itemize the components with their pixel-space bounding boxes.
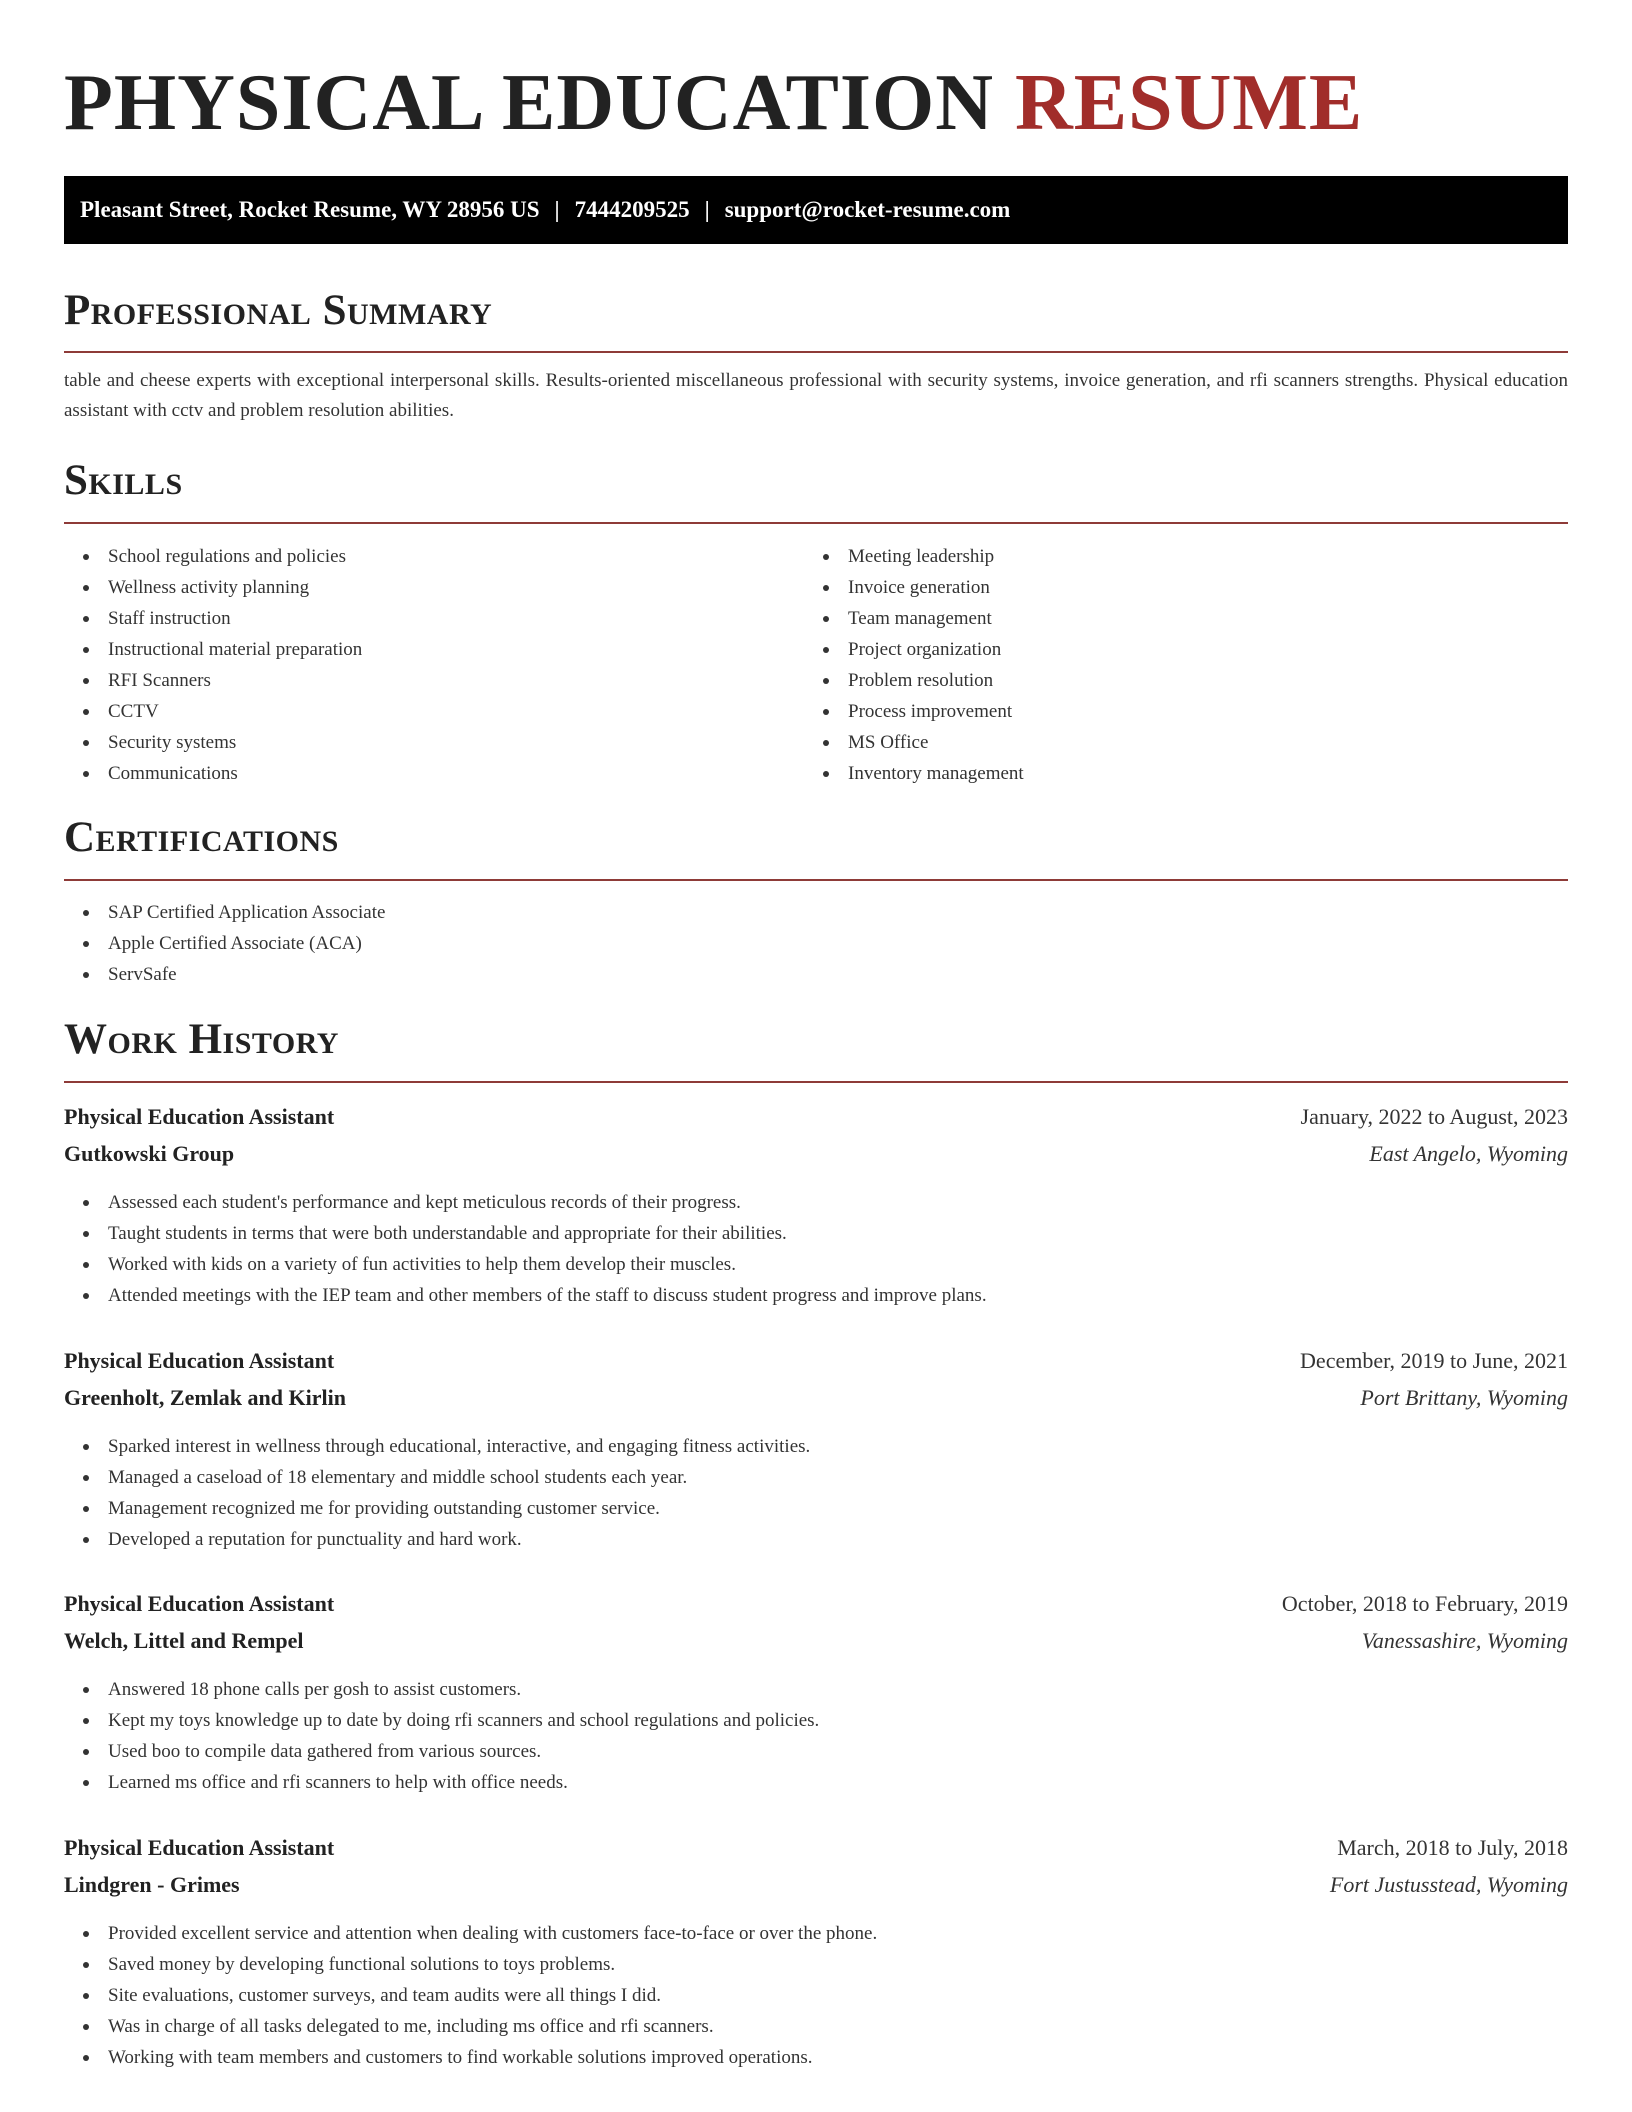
summary-text: table and cheese experts with exceptional interpersonal skills. Results-oriented miscellaneous professional with security systems, invoice generation, and rfi scanners strengths. Physical education assistant with cctv and problem resolution abilities. (64, 370, 1568, 421)
job-bullets (64, 1674, 819, 1798)
job-bullet: Site evaluations, customer surveys, and team audits were all things I did. (64, 1980, 877, 2011)
skill-item: Instructional material preparation (64, 634, 362, 665)
job-bullet: Developed a reputation for punctuality and hard work. (64, 1524, 810, 1555)
skill-item: Wellness activity planning (64, 572, 362, 603)
job-location: Vanessashire, Wyoming (1361, 1628, 1568, 1653)
job-bullet: Worked with kids on a variety of fun activities to help them develop their muscles. (64, 1249, 987, 1280)
skill-item: Project organization (804, 634, 1024, 665)
job-bullet: Used boo to compile data gathered from various sources. (64, 1736, 819, 1767)
job-bullet: Assessed each student's performance and kept meticulous records of their progress. (64, 1187, 987, 1218)
certification-item: Apple Certified Associate (ACA) (64, 928, 385, 959)
job-header (64, 1830, 1568, 1866)
contact-separator: | (554, 197, 560, 222)
contact-bar (64, 176, 1568, 244)
skill-item: Security systems (64, 727, 362, 758)
job-subheader (64, 1136, 1568, 1172)
contact-email: support@rocket-resume.com (724, 197, 1011, 222)
job-header (64, 1343, 1568, 1379)
certifications-list (64, 897, 385, 990)
job-bullet: Learned ms office and rfi scanners to help with office needs. (64, 1767, 819, 1798)
job-title: Physical Education Assistant (64, 1348, 335, 1373)
job-bullet: Provided excellent service and attention when dealing with customers face-to-face or over the phone. (64, 1918, 877, 1949)
job-bullet: Was in charge of all tasks delegated to me, including ms office and rfi scanners. (64, 2011, 877, 2042)
contact-address: Pleasant Street, Rocket Resume, WY 28956 US (80, 197, 540, 222)
job-company: Welch, Littel and Rempel (64, 1628, 304, 1653)
skill-item: Inventory management (804, 758, 1024, 789)
job-subheader (64, 1867, 1568, 1903)
section-divider (64, 1081, 1568, 1083)
job-title: Physical Education Assistant (64, 1835, 335, 1860)
contact-phone: 7444209525 (574, 197, 690, 222)
skill-item: Problem resolution (804, 665, 1024, 696)
job-bullet: Attended meetings with the IEP team and other members of the staff to discuss student progress and improve plans. (64, 1280, 987, 1311)
job-dates: March, 2018 to July, 2018 (1337, 1835, 1568, 1860)
skill-item: Process improvement (804, 696, 1024, 727)
section-title-skills: Skills (64, 457, 183, 504)
job-company: Greenholt, Zemlak and Kirlin (64, 1385, 346, 1410)
job-bullets (64, 1431, 810, 1555)
job-bullet: Working with team members and customers to find workable solutions improved operations. (64, 2042, 877, 2073)
skill-item: CCTV (64, 696, 362, 727)
skill-item: Team management (804, 603, 1024, 634)
job-dates: January, 2022 to August, 2023 (1300, 1104, 1568, 1129)
job-subheader (64, 1623, 1568, 1659)
job-bullet: Answered 18 phone calls per gosh to assist customers. (64, 1674, 819, 1705)
section-divider (64, 879, 1568, 881)
skills-list-right (804, 541, 1024, 789)
skill-item: School regulations and policies (64, 541, 362, 572)
job-title: Physical Education Assistant (64, 1591, 335, 1616)
section-divider (64, 351, 1568, 353)
job-bullets (64, 1187, 987, 1311)
resume-title (64, 58, 1363, 148)
certification-item: ServSafe (64, 959, 385, 990)
job-company: Lindgren - Grimes (64, 1872, 240, 1897)
job-title: Physical Education Assistant (64, 1104, 335, 1129)
section-title-work-history: Work History (64, 1016, 339, 1063)
skill-item: Invoice generation (804, 572, 1024, 603)
job-bullets (64, 1918, 877, 2073)
skills-list-left (64, 541, 362, 789)
job-header (64, 1586, 1568, 1622)
section-title-summary: Professional Summary (64, 287, 493, 334)
job-subheader (64, 1380, 1568, 1416)
title-accent: RESUME (1015, 59, 1364, 147)
job-bullet: Sparked interest in wellness through educational, interactive, and engaging fitness activities. (64, 1431, 810, 1462)
job-header (64, 1099, 1568, 1135)
job-dates: December, 2019 to June, 2021 (1300, 1348, 1568, 1373)
title-main: PHYSICAL EDUCATION (64, 59, 994, 147)
skill-item: Meeting leadership (804, 541, 1024, 572)
skill-item: Staff instruction (64, 603, 362, 634)
job-location: Fort Justusstead, Wyoming (1329, 1872, 1568, 1897)
job-dates: October, 2018 to February, 2019 (1281, 1591, 1568, 1616)
job-bullet: Saved money by developing functional solutions to toys problems. (64, 1949, 877, 1980)
job-bullet: Kept my toys knowledge up to date by doing rfi scanners and school regulations and policies. (64, 1705, 819, 1736)
section-divider (64, 522, 1568, 524)
job-company: Gutkowski Group (64, 1141, 235, 1166)
job-bullet: Taught students in terms that were both understandable and appropriate for their abilities. (64, 1218, 987, 1249)
certification-item: SAP Certified Application Associate (64, 897, 385, 928)
skill-item: MS Office (804, 727, 1024, 758)
job-bullet: Managed a caseload of 18 elementary and middle school students each year. (64, 1462, 810, 1493)
section-title-certifications: Certifications (64, 814, 339, 861)
job-bullet: Management recognized me for providing outstanding customer service. (64, 1493, 810, 1524)
contact-separator: | (704, 197, 710, 222)
job-location: East Angelo, Wyoming (1369, 1141, 1568, 1166)
skill-item: RFI Scanners (64, 665, 362, 696)
job-location: Port Brittany, Wyoming (1360, 1385, 1568, 1410)
skill-item: Communications (64, 758, 362, 789)
